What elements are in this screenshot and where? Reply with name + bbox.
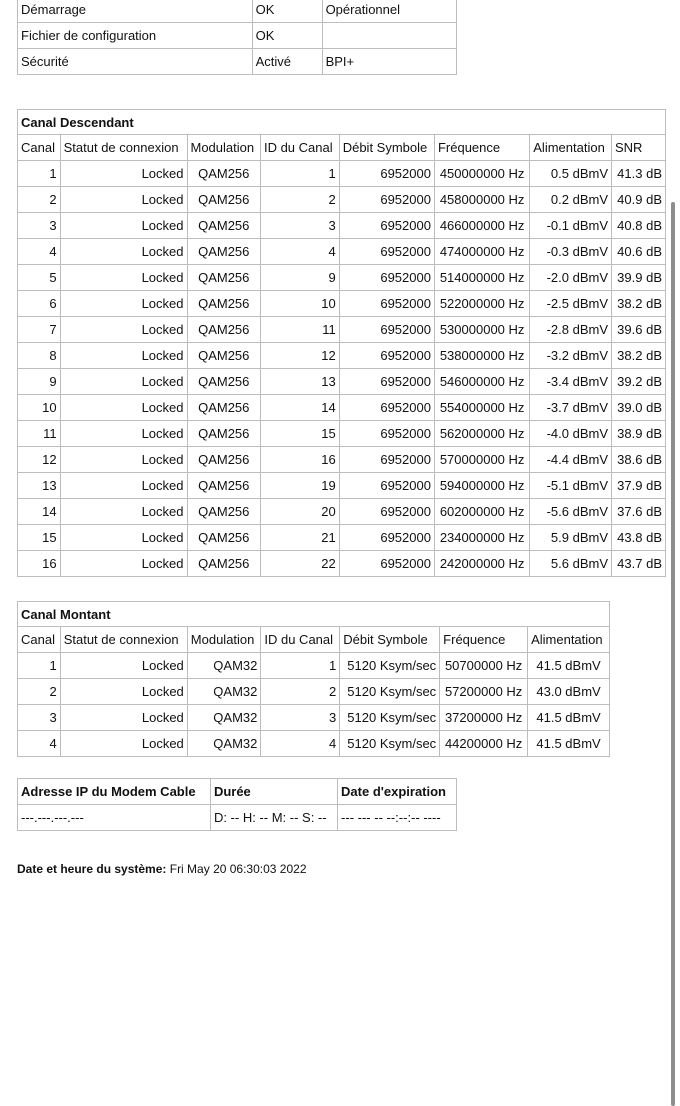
downstream-cell: 11 bbox=[260, 317, 339, 343]
system-time-label: Date et heure du système: bbox=[17, 862, 167, 876]
downstream-cell: 554000000 Hz bbox=[434, 395, 529, 421]
downstream-cell: 3 bbox=[260, 213, 339, 239]
downstream-cell: 6952000 bbox=[339, 551, 434, 577]
status-comment bbox=[322, 23, 456, 49]
table-row bbox=[18, 705, 610, 731]
downstream-cell: Locked bbox=[60, 317, 187, 343]
table-row bbox=[18, 239, 666, 265]
table-row bbox=[18, 679, 610, 705]
downstream-cell: 39.0 dB bbox=[612, 395, 666, 421]
downstream-cell: 38.2 dB bbox=[612, 291, 666, 317]
upstream-col-header: Canal bbox=[18, 627, 61, 653]
downstream-cell: 39.2 dB bbox=[612, 369, 666, 395]
page-scrollbar[interactable] bbox=[671, 202, 675, 1106]
table-row bbox=[18, 161, 666, 187]
downstream-cell: 40.8 dB bbox=[612, 213, 666, 239]
downstream-cell: Locked bbox=[60, 265, 187, 291]
downstream-cell: -4.4 dBmV bbox=[530, 447, 612, 473]
upstream-cell: 41.5 dBmV bbox=[528, 705, 610, 731]
downstream-cell: -2.0 dBmV bbox=[530, 265, 612, 291]
upstream-cell: 43.0 dBmV bbox=[528, 679, 610, 705]
downstream-cell: 9 bbox=[260, 265, 339, 291]
downstream-cell: Locked bbox=[60, 447, 187, 473]
downstream-cell: 594000000 Hz bbox=[434, 473, 529, 499]
downstream-cell: 6952000 bbox=[339, 265, 434, 291]
duration-value: D: -- H: -- M: -- S: -- bbox=[210, 805, 337, 831]
downstream-cell: 40.6 dB bbox=[612, 239, 666, 265]
downstream-cell: 546000000 Hz bbox=[434, 369, 529, 395]
downstream-cell: -5.6 dBmV bbox=[530, 499, 612, 525]
downstream-cell: -2.5 dBmV bbox=[530, 291, 612, 317]
downstream-cell: 562000000 Hz bbox=[434, 421, 529, 447]
downstream-cell: -4.0 dBmV bbox=[530, 421, 612, 447]
table-row bbox=[18, 291, 666, 317]
table-row bbox=[18, 447, 666, 473]
downstream-cell: Locked bbox=[60, 369, 187, 395]
downstream-col-header: Débit Symbole bbox=[339, 135, 434, 161]
status-name: Démarrage bbox=[18, 0, 253, 23]
downstream-cell: 14 bbox=[260, 395, 339, 421]
downstream-cell: 6952000 bbox=[339, 161, 434, 187]
downstream-cell: 570000000 Hz bbox=[434, 447, 529, 473]
system-time-value: Fri May 20 06:30:03 2022 bbox=[169, 862, 307, 876]
upstream-cell: 4 bbox=[261, 731, 340, 757]
table-row bbox=[18, 731, 610, 757]
status-state: OK bbox=[252, 0, 322, 23]
upstream-cell: Locked bbox=[60, 679, 187, 705]
downstream-cell: Locked bbox=[60, 395, 187, 421]
downstream-cell: Locked bbox=[60, 343, 187, 369]
upstream-table bbox=[17, 601, 610, 757]
downstream-cell: 38.2 dB bbox=[612, 343, 666, 369]
downstream-cell: 450000000 Hz bbox=[434, 161, 529, 187]
downstream-cell: 13 bbox=[260, 369, 339, 395]
downstream-cell: -0.3 dBmV bbox=[530, 239, 612, 265]
downstream-cell: 43.8 dB bbox=[612, 525, 666, 551]
downstream-cell: -3.7 dBmV bbox=[530, 395, 612, 421]
table-row bbox=[18, 653, 610, 679]
downstream-cell: 7 bbox=[18, 317, 61, 343]
status-name: Sécurité bbox=[18, 49, 253, 75]
downstream-cell: 21 bbox=[260, 525, 339, 551]
downstream-cell: 234000000 Hz bbox=[434, 525, 529, 551]
downstream-cell: 10 bbox=[260, 291, 339, 317]
downstream-cell: 37.6 dB bbox=[612, 499, 666, 525]
table-row bbox=[18, 525, 666, 551]
downstream-cell: 37.9 dB bbox=[612, 473, 666, 499]
upstream-cell: Locked bbox=[60, 731, 187, 757]
downstream-cell: 5.9 dBmV bbox=[530, 525, 612, 551]
modem-ip-table bbox=[17, 778, 457, 831]
downstream-col-header: Canal bbox=[18, 135, 61, 161]
downstream-cell: 6952000 bbox=[339, 525, 434, 551]
downstream-cell: 38.6 dB bbox=[612, 447, 666, 473]
downstream-cell: 1 bbox=[260, 161, 339, 187]
downstream-cell: 20 bbox=[260, 499, 339, 525]
table-row bbox=[18, 213, 666, 239]
downstream-cell: 1 bbox=[18, 161, 61, 187]
downstream-col-header: ID du Canal bbox=[260, 135, 339, 161]
table-row bbox=[18, 395, 666, 421]
ip-value: ---.---.---.--- bbox=[18, 805, 211, 831]
upstream-cell: 5120 Ksym/sec bbox=[340, 679, 440, 705]
downstream-cell: -0.1 dBmV bbox=[530, 213, 612, 239]
upstream-col-header: Fréquence bbox=[440, 627, 528, 653]
downstream-cell: 6952000 bbox=[339, 291, 434, 317]
downstream-cell: 10 bbox=[18, 395, 61, 421]
upstream-cell: Locked bbox=[60, 653, 187, 679]
upstream-cell: 3 bbox=[18, 705, 61, 731]
downstream-cell: 530000000 Hz bbox=[434, 317, 529, 343]
duration-header: Durée bbox=[210, 779, 337, 805]
downstream-cell: 14 bbox=[18, 499, 61, 525]
downstream-cell: QAM256 bbox=[187, 343, 260, 369]
downstream-cell: 43.7 dB bbox=[612, 551, 666, 577]
downstream-cell: 6952000 bbox=[339, 395, 434, 421]
expiration-value: --- --- -- --:--:-- ---- bbox=[338, 805, 457, 831]
upstream-cell: 41.5 dBmV bbox=[528, 731, 610, 757]
downstream-cell: 0.5 dBmV bbox=[530, 161, 612, 187]
downstream-cell: Locked bbox=[60, 421, 187, 447]
upstream-cell: QAM32 bbox=[187, 731, 261, 757]
downstream-cell: 3 bbox=[18, 213, 61, 239]
downstream-cell: 15 bbox=[18, 525, 61, 551]
upstream-col-header: Débit Symbole bbox=[340, 627, 440, 653]
table-row bbox=[18, 317, 666, 343]
upstream-cell: 5120 Ksym/sec bbox=[340, 705, 440, 731]
upstream-col-header: Modulation bbox=[187, 627, 261, 653]
downstream-cell: 12 bbox=[260, 343, 339, 369]
downstream-cell: 11 bbox=[18, 421, 61, 447]
upstream-cell: 41.5 dBmV bbox=[528, 653, 610, 679]
table-row bbox=[18, 187, 666, 213]
upstream-cell: 3 bbox=[261, 705, 340, 731]
downstream-cell: QAM256 bbox=[187, 239, 260, 265]
upstream-cell: 4 bbox=[18, 731, 61, 757]
downstream-cell: QAM256 bbox=[187, 213, 260, 239]
downstream-cell: QAM256 bbox=[187, 473, 260, 499]
downstream-cell: 15 bbox=[260, 421, 339, 447]
downstream-cell: 2 bbox=[260, 187, 339, 213]
downstream-cell: Locked bbox=[60, 499, 187, 525]
downstream-cell: Locked bbox=[60, 161, 187, 187]
upstream-cell: 5120 Ksym/sec bbox=[340, 653, 440, 679]
downstream-cell: 40.9 dB bbox=[612, 187, 666, 213]
downstream-cell: QAM256 bbox=[187, 317, 260, 343]
upstream-cell: QAM32 bbox=[187, 705, 261, 731]
downstream-cell: 16 bbox=[260, 447, 339, 473]
upstream-cell: 37200000 Hz bbox=[440, 705, 528, 731]
downstream-cell: 6952000 bbox=[339, 317, 434, 343]
downstream-col-header: Fréquence bbox=[434, 135, 529, 161]
downstream-cell: QAM256 bbox=[187, 291, 260, 317]
downstream-cell: -2.8 dBmV bbox=[530, 317, 612, 343]
downstream-cell: 22 bbox=[260, 551, 339, 577]
status-comment: BPI+ bbox=[322, 49, 456, 75]
upstream-col-header: ID du Canal bbox=[261, 627, 340, 653]
downstream-cell: 6952000 bbox=[339, 447, 434, 473]
downstream-cell: 6952000 bbox=[339, 187, 434, 213]
upstream-cell: Locked bbox=[60, 705, 187, 731]
downstream-cell: -3.2 dBmV bbox=[530, 343, 612, 369]
downstream-cell: 39.6 dB bbox=[612, 317, 666, 343]
upstream-col-header: Alimentation bbox=[528, 627, 610, 653]
downstream-cell: 4 bbox=[18, 239, 61, 265]
downstream-cell: 602000000 Hz bbox=[434, 499, 529, 525]
downstream-cell: 474000000 Hz bbox=[434, 239, 529, 265]
downstream-cell: QAM256 bbox=[187, 525, 260, 551]
downstream-cell: QAM256 bbox=[187, 421, 260, 447]
downstream-cell: QAM256 bbox=[187, 499, 260, 525]
downstream-cell: 0.2 dBmV bbox=[530, 187, 612, 213]
downstream-cell: 6952000 bbox=[339, 499, 434, 525]
downstream-cell: 5.6 dBmV bbox=[530, 551, 612, 577]
upstream-cell: QAM32 bbox=[187, 679, 261, 705]
upstream-cell: 50700000 Hz bbox=[440, 653, 528, 679]
downstream-cell: QAM256 bbox=[187, 265, 260, 291]
downstream-cell: 466000000 Hz bbox=[434, 213, 529, 239]
upstream-cell: 2 bbox=[261, 679, 340, 705]
downstream-cell: Locked bbox=[60, 213, 187, 239]
upstream-cell: 2 bbox=[18, 679, 61, 705]
downstream-cell: 13 bbox=[18, 473, 61, 499]
downstream-cell: QAM256 bbox=[187, 369, 260, 395]
table-row bbox=[18, 499, 666, 525]
status-row bbox=[18, 0, 457, 23]
downstream-cell: 514000000 Hz bbox=[434, 265, 529, 291]
downstream-cell: Locked bbox=[60, 239, 187, 265]
upstream-title: Canal Montant bbox=[18, 602, 610, 627]
downstream-cell: -3.4 dBmV bbox=[530, 369, 612, 395]
table-row bbox=[18, 343, 666, 369]
downstream-cell: QAM256 bbox=[187, 395, 260, 421]
downstream-cell: 38.9 dB bbox=[612, 421, 666, 447]
downstream-cell: 6 bbox=[18, 291, 61, 317]
downstream-cell: 41.3 dB bbox=[612, 161, 666, 187]
downstream-cell: 12 bbox=[18, 447, 61, 473]
downstream-cell: 458000000 Hz bbox=[434, 187, 529, 213]
downstream-col-header: SNR bbox=[612, 135, 666, 161]
table-row bbox=[18, 421, 666, 447]
status-state: Activé bbox=[252, 49, 322, 75]
ip-header: Adresse IP du Modem Cable bbox=[18, 779, 211, 805]
upstream-cell: QAM32 bbox=[187, 653, 261, 679]
upstream-col-header: Statut de connexion bbox=[60, 627, 187, 653]
upstream-cell: 5120 Ksym/sec bbox=[340, 731, 440, 757]
downstream-cell: 6952000 bbox=[339, 473, 434, 499]
downstream-cell: QAM256 bbox=[187, 551, 260, 577]
table-row bbox=[18, 265, 666, 291]
table-row bbox=[18, 473, 666, 499]
upstream-cell: 1 bbox=[18, 653, 61, 679]
downstream-cell: 8 bbox=[18, 343, 61, 369]
upstream-cell: 44200000 Hz bbox=[440, 731, 528, 757]
status-comment: Opérationnel bbox=[322, 0, 456, 23]
downstream-cell: 19 bbox=[260, 473, 339, 499]
downstream-cell: Locked bbox=[60, 187, 187, 213]
downstream-col-header: Statut de connexion bbox=[60, 135, 187, 161]
status-row bbox=[18, 49, 457, 75]
downstream-cell: 6952000 bbox=[339, 343, 434, 369]
downstream-cell: 6952000 bbox=[339, 421, 434, 447]
status-row bbox=[18, 23, 457, 49]
system-time bbox=[17, 862, 307, 876]
downstream-cell: 5 bbox=[18, 265, 61, 291]
downstream-cell: 4 bbox=[260, 239, 339, 265]
downstream-cell: 6952000 bbox=[339, 213, 434, 239]
downstream-title: Canal Descendant bbox=[18, 110, 666, 135]
downstream-cell: Locked bbox=[60, 525, 187, 551]
downstream-cell: 522000000 Hz bbox=[434, 291, 529, 317]
downstream-col-header: Alimentation bbox=[530, 135, 612, 161]
status-table bbox=[17, 0, 457, 75]
downstream-cell: 16 bbox=[18, 551, 61, 577]
status-name: Fichier de configuration bbox=[18, 23, 253, 49]
downstream-cell: 6952000 bbox=[339, 369, 434, 395]
downstream-cell: 39.9 dB bbox=[612, 265, 666, 291]
table-row bbox=[18, 551, 666, 577]
downstream-table bbox=[17, 109, 666, 577]
downstream-cell: Locked bbox=[60, 551, 187, 577]
downstream-cell: Locked bbox=[60, 291, 187, 317]
downstream-col-header: Modulation bbox=[187, 135, 260, 161]
downstream-cell: QAM256 bbox=[187, 187, 260, 213]
table-row bbox=[18, 369, 666, 395]
downstream-cell: 6952000 bbox=[339, 239, 434, 265]
expiration-header: Date d'expiration bbox=[338, 779, 457, 805]
downstream-cell: QAM256 bbox=[187, 161, 260, 187]
downstream-cell: 2 bbox=[18, 187, 61, 213]
downstream-cell: QAM256 bbox=[187, 447, 260, 473]
downstream-cell: Locked bbox=[60, 473, 187, 499]
upstream-cell: 1 bbox=[261, 653, 340, 679]
downstream-cell: 242000000 Hz bbox=[434, 551, 529, 577]
downstream-cell: -5.1 dBmV bbox=[530, 473, 612, 499]
upstream-cell: 57200000 Hz bbox=[440, 679, 528, 705]
downstream-cell: 9 bbox=[18, 369, 61, 395]
status-state: OK bbox=[252, 23, 322, 49]
downstream-cell: 538000000 Hz bbox=[434, 343, 529, 369]
